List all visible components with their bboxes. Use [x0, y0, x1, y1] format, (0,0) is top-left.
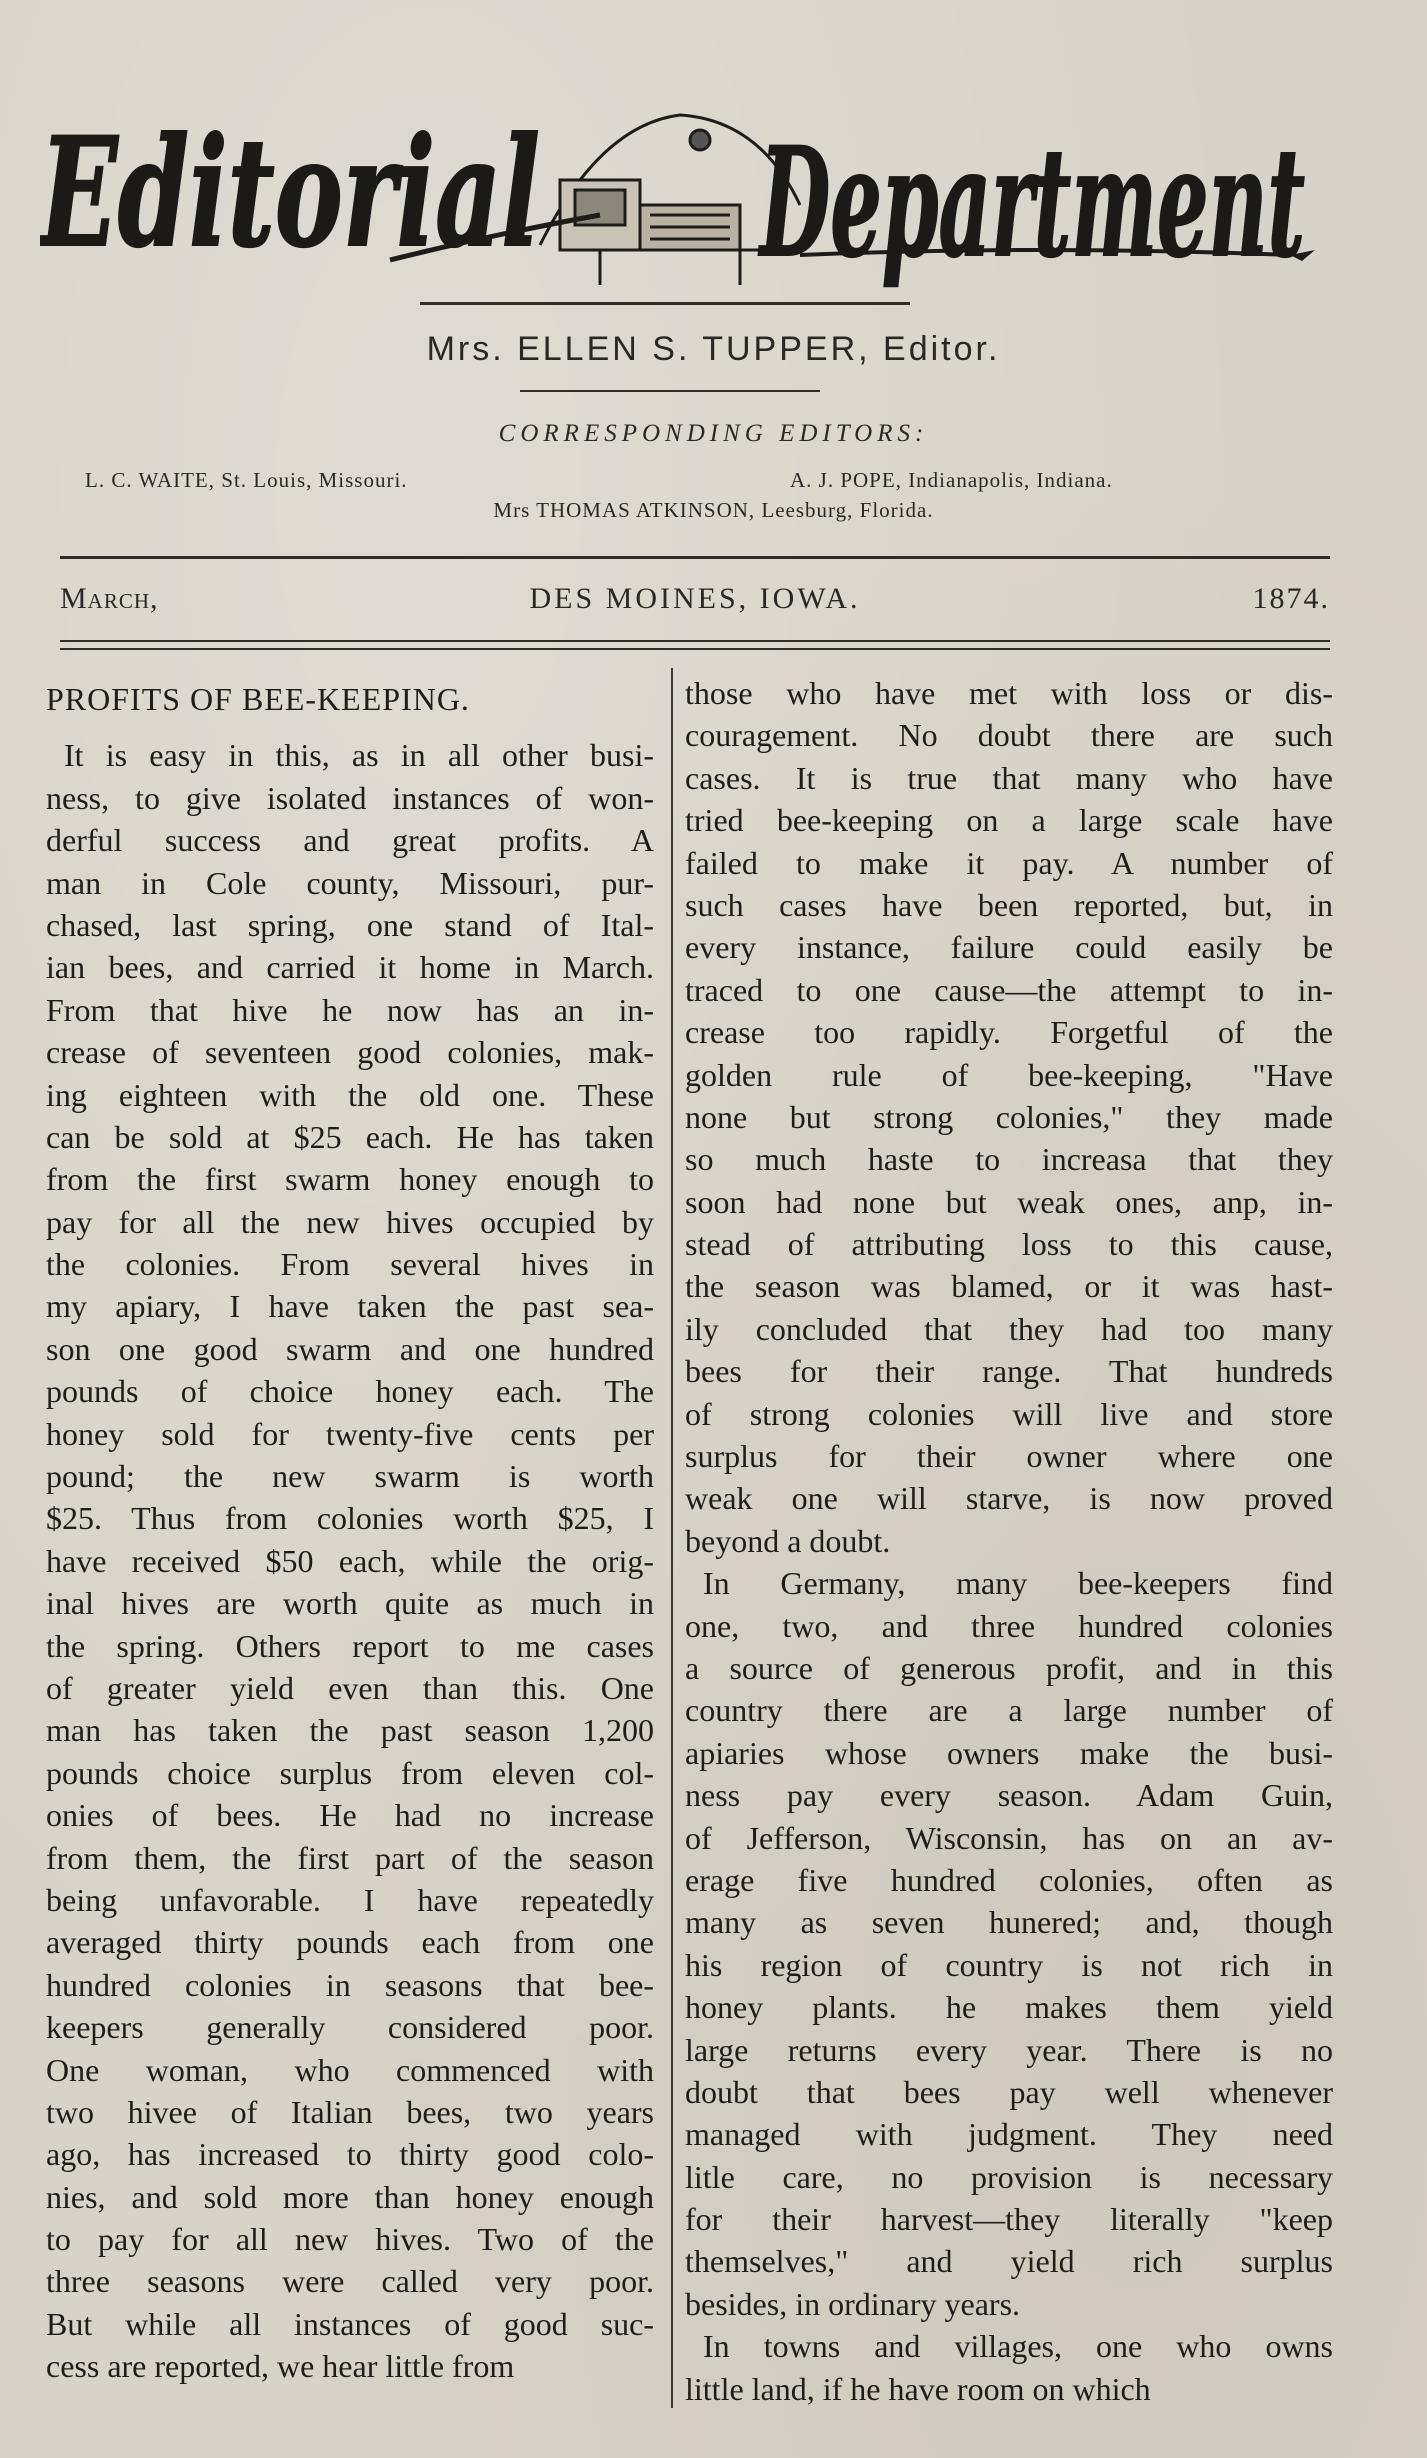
column-divider	[671, 668, 673, 2408]
article-line: honey sold for twenty-five cents per	[46, 1415, 654, 1452]
article-line: $25. Thus from colonies worth $25, I	[46, 1500, 654, 1537]
article-line: have received $50 each, while the orig-	[46, 1542, 654, 1579]
article-line: my apiary, I have taken the past sea-	[46, 1288, 654, 1325]
article-line: crease too rapidly. Forgetful of the	[685, 1014, 1333, 1051]
article-line: every instance, failure could easily be	[685, 929, 1333, 966]
dateline-month: March,	[60, 582, 159, 615]
article-line: the colonies. From several hives in	[46, 1246, 654, 1283]
article-line: averaged thirty pounds each from one	[46, 1924, 654, 1961]
dateline-year: 1874.	[1252, 582, 1330, 615]
article-line: derful success and great profits. A	[46, 822, 654, 859]
article-line: those who have met with loss or dis-	[685, 675, 1333, 711]
article-line: stead of attributing loss to this cause,	[685, 1226, 1333, 1263]
article-line: cess are reported, we hear little from	[46, 2348, 515, 2385]
article-line: From that hive he now has an in-	[46, 991, 654, 1028]
article-line: weak one will starve, is now proved	[685, 1480, 1333, 1517]
article-line: ian bees, and carried it home in March.	[46, 949, 654, 986]
article-line: ness pay every season. Adam Guin,	[685, 1777, 1333, 1814]
article-line: doubt that bees pay well whenever	[685, 2073, 1333, 2110]
article-column-left	[46, 672, 654, 2388]
article-line: besides, in ordinary years.	[685, 2285, 1021, 2322]
article-line: for their harvest—they literally "keep	[685, 2201, 1333, 2238]
article-line: erage five hundred colonies, often as	[685, 1861, 1333, 1898]
article-line: pay for all the new hives occupied by	[46, 1203, 654, 1240]
corresponding-editor-pope: A. J. POPE, Indianapolis, Indiana.	[790, 468, 1113, 492]
article-line: two hivee of Italian bees, two years	[46, 2093, 654, 2130]
article-line: It is easy in this, as in all other busi-	[64, 737, 654, 774]
article-line: tried bee-keeping on a large scale have	[685, 802, 1333, 839]
article-line: traced to one cause—the attempt to in-	[685, 971, 1333, 1008]
article-line: man has taken the past season 1,200	[46, 1712, 654, 1749]
article-line: golden rule of bee-keeping, "Have	[685, 1056, 1333, 1093]
article-line: cases. It is true that many who have	[685, 759, 1333, 796]
masthead-logo-image	[40, 85, 1330, 295]
editor-credit: Mrs. ELLEN S. TUPPER, Editor.	[426, 330, 1001, 368]
article-line: bees for their range. That hundreds	[685, 1353, 1333, 1390]
article-line: to pay for all new hives. Two of the	[46, 2221, 654, 2258]
article-line: none but strong colonies," they made	[685, 1098, 1333, 1135]
article-line: ing eighteen with the old one. These	[46, 1076, 654, 1113]
svg-text:Editorial: Editorial	[40, 105, 541, 281]
article-line: a source of generous profit, and in this	[685, 1649, 1333, 1686]
article-line: soon had none but weak ones, anp, in-	[685, 1183, 1333, 1220]
article-line: hundred colonies in seasons that bee-	[46, 1966, 654, 2003]
article-line: litle care, no provision is necessary	[685, 2158, 1333, 2195]
article-line: three seasons were called very poor.	[46, 2263, 654, 2300]
article-line: large returns every year. There is no	[685, 2031, 1333, 2068]
masthead-rule	[420, 302, 910, 305]
corresponding-editor-waite: L. C. WAITE, St. Louis, Missouri.	[85, 468, 408, 492]
article-line: pounds choice surplus from eleven col-	[46, 1754, 654, 1791]
corresponding-editor-atkinson: Mrs THOMAS ATKINSON, Leesburg, Florida.	[493, 498, 934, 522]
dateline-rule-bottom-1	[60, 640, 1330, 642]
article-line: In towns and villages, one who owns	[703, 2328, 1333, 2365]
editorial-department-masthead	[40, 85, 1330, 295]
article-line: his region of country is not rich in	[685, 1946, 1333, 1983]
article-line: being unfavorable. I have repeatedly	[46, 1881, 654, 1918]
dateline-rule-bottom-2	[60, 648, 1330, 650]
dateline	[60, 582, 1330, 622]
article-line: man in Cole county, Missouri, pur-	[46, 864, 654, 901]
article-line: of greater yield even than this. One	[46, 1669, 654, 1706]
article-line: ness, to give isolated instances of won-	[46, 779, 654, 816]
article-line: such cases have been reported, but, in	[685, 886, 1333, 923]
article-line: managed with judgment. They need	[685, 2116, 1333, 2153]
article-line: country there are a large number of	[685, 1692, 1333, 1729]
article-line: crease of seventeen good colonies, mak-	[46, 1034, 654, 1071]
article-line: the season was blamed, or it was hast-	[685, 1268, 1333, 1305]
article-line: onies of bees. He had no increase	[46, 1797, 654, 1834]
dateline-rule-top	[60, 556, 1330, 559]
article-line: ago, has increased to thirty good colo-	[46, 2136, 654, 2173]
article-line: But while all instances of good suc-	[46, 2305, 654, 2342]
corresponding-editors-heading: CORRESPONDING EDITORS:	[498, 420, 929, 447]
article-line: apiaries whose owners make the busi-	[685, 1734, 1333, 1771]
article-line: many as seven hunered; and, though	[685, 1904, 1333, 1941]
article-line: inal hives are worth quite as much in	[46, 1585, 654, 1622]
article-line: In Germany, many bee-keepers find	[703, 1565, 1333, 1602]
article-line: from the first swarm honey enough to	[46, 1161, 654, 1198]
article-line: ily concluded that they had too many	[685, 1310, 1333, 1347]
article-line: themselves," and yield rich surplus	[685, 2243, 1333, 2280]
article-title: PROFITS OF BEE-KEEPING.	[46, 681, 470, 717]
article-line: keepers generally considered poor.	[46, 2009, 654, 2046]
article-line: of Jefferson, Wisconsin, has on an av-	[685, 1819, 1333, 1856]
article-line: the spring. Others report to me cases	[46, 1627, 654, 1664]
article-line: of strong colonies will live and store	[685, 1395, 1333, 1432]
article-line: one, two, and three hundred colonies	[685, 1607, 1333, 1644]
article-line: pound; the new swarm is worth	[46, 1458, 654, 1495]
article-line: chased, last spring, one stand of Ital-	[46, 906, 654, 943]
article-line: little land, if he have room on which	[685, 2370, 1151, 2407]
dateline-place: DES MOINES, IOWA.	[529, 582, 861, 615]
article-line: surplus for their owner where one	[685, 1438, 1333, 1475]
article-line: from them, the first part of the season	[46, 1839, 654, 1876]
article-line: pounds of choice honey each. The	[46, 1373, 654, 1410]
article-line: beyond a doubt.	[685, 1522, 891, 1559]
article-line: One woman, who commenced with	[46, 2051, 654, 2088]
article-line: nies, and sold more than honey enough	[46, 2178, 654, 2215]
editor-rule	[520, 390, 820, 392]
article-column-right	[685, 672, 1333, 2410]
article-line: so much haste to increasa that they	[685, 1141, 1333, 1178]
article-line: couragement. No doubt there are such	[685, 717, 1333, 754]
article-line: failed to make it pay. A number of	[685, 844, 1333, 881]
article-line: honey plants. he makes them yield	[685, 1989, 1333, 2026]
article-line: son one good swarm and one hundred	[46, 1330, 654, 1367]
svg-text:Department: Department	[757, 115, 1305, 291]
article-line: can be sold at $25 each. He has taken	[46, 1118, 654, 1155]
